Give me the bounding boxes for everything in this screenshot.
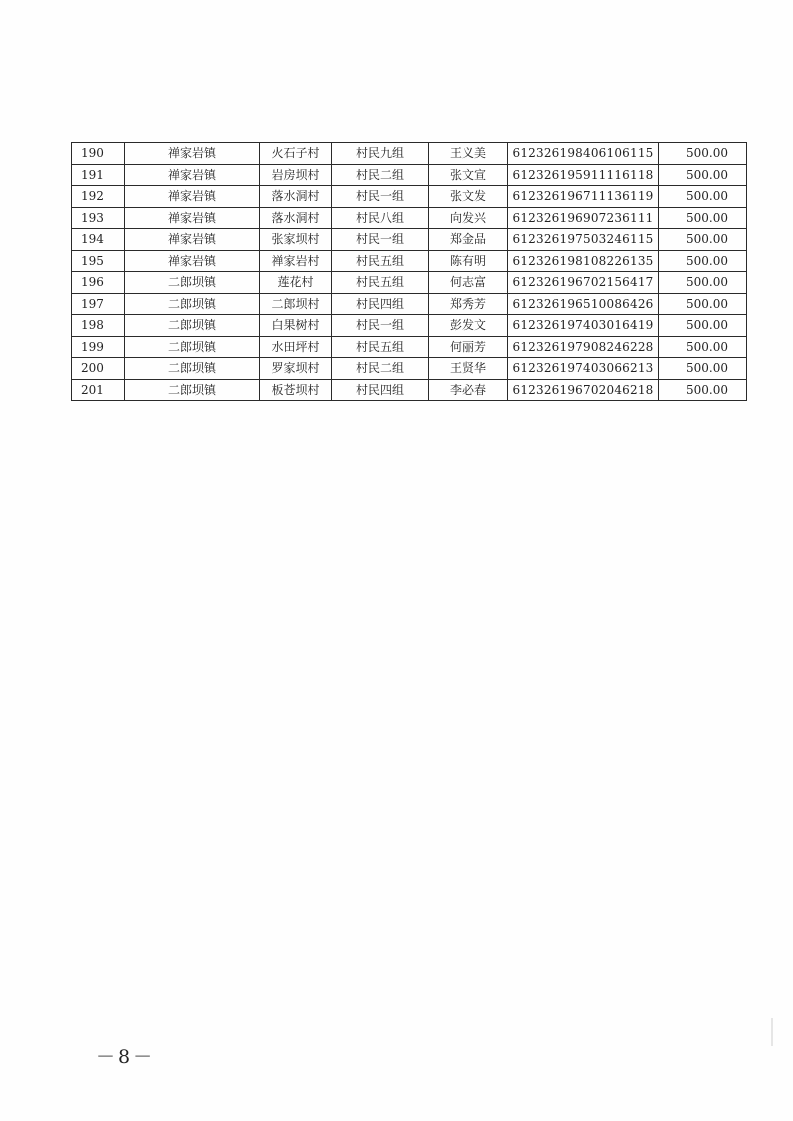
row-number: 191 bbox=[72, 164, 125, 186]
group-cell: 村民二组 bbox=[332, 358, 429, 380]
table-row bbox=[72, 250, 747, 272]
group-cell: 村民四组 bbox=[332, 293, 429, 315]
group-cell: 村民四组 bbox=[332, 379, 429, 401]
town-cell: 二郎坝镇 bbox=[125, 358, 260, 380]
village-cell: 落水洞村 bbox=[260, 207, 332, 229]
town-cell: 禅家岩镇 bbox=[125, 229, 260, 251]
page-number-dash-left: － bbox=[96, 1046, 119, 1068]
table-row bbox=[72, 164, 747, 186]
amount-cell: 500.00 bbox=[659, 229, 747, 251]
table-row bbox=[72, 358, 747, 380]
group-cell: 村民一组 bbox=[332, 186, 429, 208]
village-cell: 水田坪村 bbox=[260, 336, 332, 358]
table-row bbox=[72, 293, 747, 315]
amount-cell: 500.00 bbox=[659, 293, 747, 315]
table-row bbox=[72, 207, 747, 229]
amount-cell: 500.00 bbox=[659, 164, 747, 186]
row-number: 190 bbox=[72, 143, 125, 165]
village-cell: 张家坝村 bbox=[260, 229, 332, 251]
table-row bbox=[72, 229, 747, 251]
row-number: 195 bbox=[72, 250, 125, 272]
village-cell: 板苍坝村 bbox=[260, 379, 332, 401]
village-cell: 落水洞村 bbox=[260, 186, 332, 208]
amount-cell: 500.00 bbox=[659, 143, 747, 165]
town-cell: 禅家岩镇 bbox=[125, 207, 260, 229]
row-number: 197 bbox=[72, 293, 125, 315]
id-number-cell: 612326197403066213 bbox=[508, 358, 659, 380]
name-cell: 陈有明 bbox=[429, 250, 508, 272]
name-cell: 张文发 bbox=[429, 186, 508, 208]
group-cell: 村民九组 bbox=[332, 143, 429, 165]
id-number-cell: 612326196702156417 bbox=[508, 272, 659, 294]
name-cell: 郑秀芳 bbox=[429, 293, 508, 315]
amount-cell: 500.00 bbox=[659, 186, 747, 208]
town-cell: 二郎坝镇 bbox=[125, 336, 260, 358]
village-cell: 火石子村 bbox=[260, 143, 332, 165]
id-number-cell: 612326198108226135 bbox=[508, 250, 659, 272]
id-number-cell: 612326197908246228 bbox=[508, 336, 659, 358]
village-cell: 莲花村 bbox=[260, 272, 332, 294]
table-row bbox=[72, 315, 747, 337]
town-cell: 禅家岩镇 bbox=[125, 250, 260, 272]
row-number: 200 bbox=[72, 358, 125, 380]
village-cell: 岩房坝村 bbox=[260, 164, 332, 186]
row-number: 201 bbox=[72, 379, 125, 401]
village-cell: 白果树村 bbox=[260, 315, 332, 337]
row-number: 193 bbox=[72, 207, 125, 229]
name-cell: 彭发文 bbox=[429, 315, 508, 337]
name-cell: 李必春 bbox=[429, 379, 508, 401]
name-cell: 张文宣 bbox=[429, 164, 508, 186]
id-number-cell: 612326196510086426 bbox=[508, 293, 659, 315]
table-row bbox=[72, 379, 747, 401]
town-cell: 禅家岩镇 bbox=[125, 164, 260, 186]
scan-edge-mark bbox=[771, 1018, 773, 1046]
row-number: 196 bbox=[72, 272, 125, 294]
page-number-footer bbox=[96, 1042, 155, 1069]
table-row bbox=[72, 143, 747, 165]
page-number: 8 bbox=[118, 1046, 134, 1068]
group-cell: 村民八组 bbox=[332, 207, 429, 229]
subsidy-roster-table bbox=[71, 142, 747, 401]
page-number-dash-right: － bbox=[133, 1046, 156, 1068]
table-row bbox=[72, 272, 747, 294]
village-cell: 罗家坝村 bbox=[260, 358, 332, 380]
town-cell: 二郎坝镇 bbox=[125, 272, 260, 294]
id-number-cell: 612326196702046218 bbox=[508, 379, 659, 401]
group-cell: 村民五组 bbox=[332, 272, 429, 294]
id-number-cell: 612326197403016419 bbox=[508, 315, 659, 337]
row-number: 194 bbox=[72, 229, 125, 251]
row-number: 199 bbox=[72, 336, 125, 358]
name-cell: 王义美 bbox=[429, 143, 508, 165]
amount-cell: 500.00 bbox=[659, 336, 747, 358]
amount-cell: 500.00 bbox=[659, 250, 747, 272]
group-cell: 村民一组 bbox=[332, 229, 429, 251]
village-cell: 禅家岩村 bbox=[260, 250, 332, 272]
table-row bbox=[72, 186, 747, 208]
table-body bbox=[72, 143, 747, 401]
group-cell: 村民五组 bbox=[332, 250, 429, 272]
group-cell: 村民二组 bbox=[332, 164, 429, 186]
town-cell: 禅家岩镇 bbox=[125, 186, 260, 208]
id-number-cell: 612326198406106115 bbox=[508, 143, 659, 165]
name-cell: 郑金品 bbox=[429, 229, 508, 251]
town-cell: 禅家岩镇 bbox=[125, 143, 260, 165]
town-cell: 二郎坝镇 bbox=[125, 293, 260, 315]
name-cell: 王贤华 bbox=[429, 358, 508, 380]
id-number-cell: 612326196907236111 bbox=[508, 207, 659, 229]
id-number-cell: 612326196711136119 bbox=[508, 186, 659, 208]
name-cell: 向发兴 bbox=[429, 207, 508, 229]
row-number: 198 bbox=[72, 315, 125, 337]
table-row bbox=[72, 336, 747, 358]
group-cell: 村民一组 bbox=[332, 315, 429, 337]
amount-cell: 500.00 bbox=[659, 315, 747, 337]
name-cell: 何志富 bbox=[429, 272, 508, 294]
id-number-cell: 612326197503246115 bbox=[508, 229, 659, 251]
amount-cell: 500.00 bbox=[659, 379, 747, 401]
amount-cell: 500.00 bbox=[659, 358, 747, 380]
name-cell: 何丽芳 bbox=[429, 336, 508, 358]
amount-cell: 500.00 bbox=[659, 207, 747, 229]
town-cell: 二郎坝镇 bbox=[125, 379, 260, 401]
row-number: 192 bbox=[72, 186, 125, 208]
id-number-cell: 612326195911116118 bbox=[508, 164, 659, 186]
town-cell: 二郎坝镇 bbox=[125, 315, 260, 337]
amount-cell: 500.00 bbox=[659, 272, 747, 294]
village-cell: 二郎坝村 bbox=[260, 293, 332, 315]
group-cell: 村民五组 bbox=[332, 336, 429, 358]
